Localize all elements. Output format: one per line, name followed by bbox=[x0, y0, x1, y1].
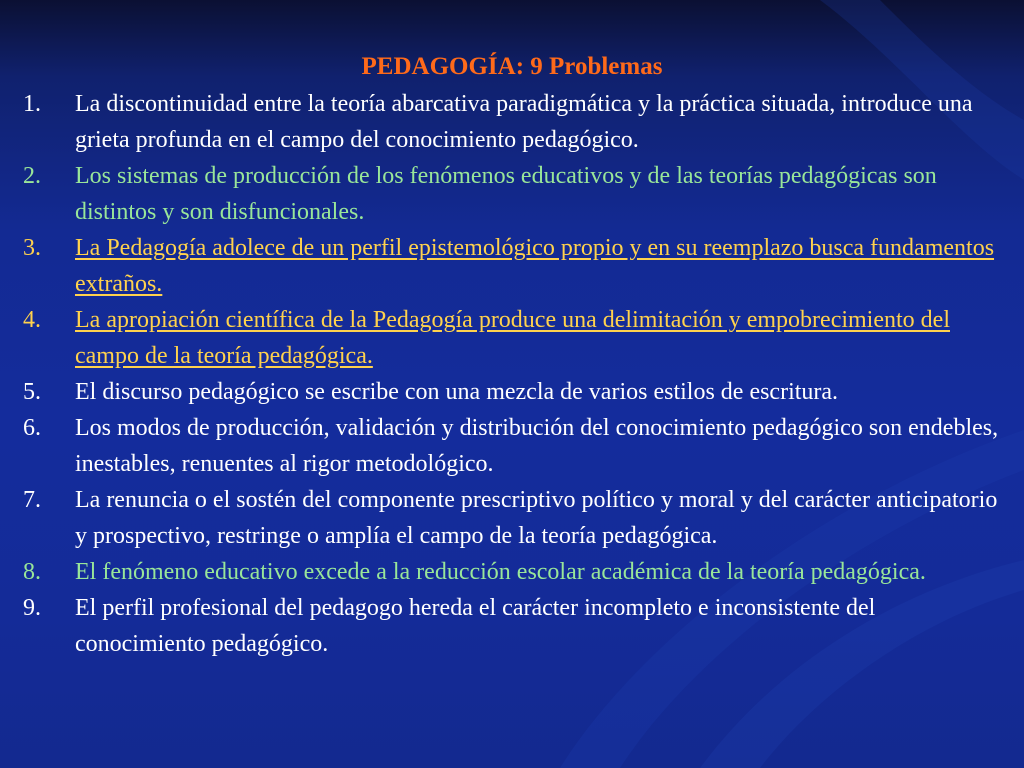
problem-number: 5. bbox=[23, 379, 41, 405]
problem-item-8 bbox=[0, 554, 1024, 590]
slide-title: PEDAGOGÍA: 9 Problemas bbox=[361, 53, 663, 80]
problem-list bbox=[0, 86, 1024, 662]
problem-number: 8. bbox=[23, 559, 41, 585]
problem-number: 3. bbox=[23, 235, 41, 261]
problem-item-7 bbox=[0, 482, 1024, 554]
problem-text: La renuncia o el sostén del componente prescriptivo político y moral y del carácter anticipatorio y prospectivo, restringe o amplía el campo de la teoría pedagógica. bbox=[75, 487, 998, 549]
problem-text: La discontinuidad entre la teoría abarcativa paradigmática y la práctica situada, introduce una grieta profunda en el campo del conocimiento pedagógico. bbox=[75, 91, 973, 153]
problem-number: 7. bbox=[23, 487, 41, 513]
problem-item-2 bbox=[0, 158, 1024, 230]
problem-number: 4. bbox=[23, 307, 41, 333]
problem-number: 1. bbox=[23, 91, 41, 117]
problem-text: El discurso pedagógico se escribe con una mezcla de varios estilos de escritura. bbox=[75, 379, 839, 405]
problem-text[interactable]: La Pedagogía adolece de un perfil epistemológico propio y en su reemplazo busca fundamentos extraños. bbox=[75, 235, 995, 297]
problem-item-1 bbox=[0, 86, 1024, 158]
problem-item-3 bbox=[0, 230, 1024, 302]
problem-text: Los sistemas de producción de los fenómenos educativos y de las teorías pedagógicas son distintos y son disfuncionales. bbox=[75, 163, 937, 225]
problem-text: El fenómeno educativo excede a la reducción escolar académica de la teoría pedagógica. bbox=[75, 559, 926, 585]
problem-item-9 bbox=[0, 590, 1024, 662]
problem-item-4 bbox=[0, 302, 1024, 374]
problem-text: Los modos de producción, validación y distribución del conocimiento pedagógico son endebles, inestables, renuentes al rigor metodológico. bbox=[75, 415, 999, 477]
problem-number: 9. bbox=[23, 595, 41, 621]
problem-text[interactable]: La apropiación científica de la Pedagogía produce una delimitación y empobrecimiento del campo de la teoría pedagógica. bbox=[75, 307, 950, 369]
problem-item-6 bbox=[0, 410, 1024, 482]
problem-item-5 bbox=[0, 374, 1024, 410]
problem-text: El perfil profesional del pedagogo hereda el carácter incompleto e inconsistente del conocimiento pedagógico. bbox=[75, 595, 876, 657]
problem-number: 2. bbox=[23, 163, 41, 189]
problem-number: 6. bbox=[23, 415, 41, 441]
